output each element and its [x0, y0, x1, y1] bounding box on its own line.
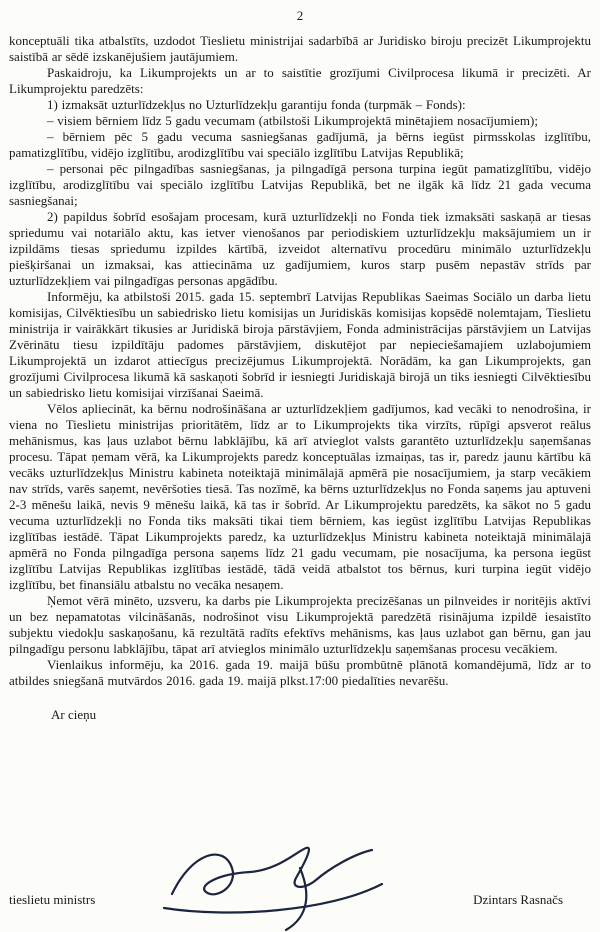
paragraph: Vienlaikus informēju, ka 2016. gada 19. maijā būšu prombūtnē plānotā komandējumā, līdz ar to atbildes sniegšanā mutvārdos 2016. gada 19. maijā plkst.17:00 piedalīties nevarēšu.: [9, 657, 591, 688]
handwritten-signature-icon: [158, 834, 388, 932]
closing-salutation: Ar cieņu: [51, 707, 97, 722]
paragraph: Vēlos apliecināt, ka bērnu nodrošināšana ar uzturlīdzekļiem gadījumos, kad vecāki to nenodrošina, ir viena no Tieslietu ministrijas prioritātēm, līdz ar to Likumprojekts tika virzīts, rūpīgi apsverot reālus mehānismus, kas ļaus uzlabot bērnu labklājību, kā arī atvieglot valsts garantēto uzturlīdzekļu saņemšanas procesu. Tāpat ņemam vērā, ka Likumprojekts paredz konceptuālas izmaiņas, tas ir, paredz jaunu kārtību kā vecāks uzturlīdzekļus Ministru kabineta noteiktajā minimālajā apmērā pie nosacījumiem, ja starp vecākiem nav strīds, varēs saņemt, nevēršoties tiesā. Tas nozīmē, ka bērns uzturlīdzekļus no Fonda saņems jau aptuveni 2-3 mēnešu laikā, nevis 9 mēnešu laikā, kā tas ir šobrīd. Ar Likumprojektu paredzēts, ka sākot no 5 gadu vecuma uzturlīdzekļi no Fonda tiks maksāti tikai tiem bērniem, kas iegūst izglītību Latvijas Republikas izglītības iestādē. Tāpat Likumprojekts paredz, ka uzturlīdzekļus Ministru kabineta noteiktajā minimālajā apmērā no Fonda pilngadīga persona saņems līdz 21 gadu vecumam, pie nosacījuma, ka persona iegūst izglītību Latvijas Republikas izglītības iestādē, tādā veidā atbalstot tos bērnus, kuri turpina iegūt vidējo izglītību, bet finansiālu atbalstu no vecāka nesaņem.: [9, 401, 591, 592]
paragraph: Ņemot vērā minēto, uzsveru, ka darbs pie Likumprojekta precizēšanas un pilnveides ir noritējis aktīvi un bez nepamatotas vilcināšanās, nodrošinot visu Likumprojektā paredzētā risinājuma izpildē iesaistīto subjektu viedokļu saskaņošanu, kā rezultātā radīts efektīvs mehānisms, kas ļaus uzlabot gan bērnu, gan jau pilngadīgu personu labklājību, tāpat arī atvieglos minimālo uzturlīdzekļu saņemšanas procesu vecākiem.: [9, 593, 591, 656]
paragraph: konceptuāli tika atbalstīts, uzdodot Tieslietu ministrijai sadarbībā ar Juridisko biroju precizēt Likumprojektu saistībā ar sēdē izskanējušiem jautājumiem.: [9, 33, 591, 64]
signature-block: [9, 892, 591, 908]
paragraph-dash-item: – visiem bērniem līdz 5 gadu vecumam (atbilstoši Likumprojektā minētajiem nosacījumiem);: [47, 113, 538, 128]
paragraph-dash-item: – personai pēc pilngadības sasniegšanas, ja pilngadīgā persona turpina iegūt pamatizglītību, vidējo izglītību, arodizglītību vai speciālo izglītību Latvijas Republikā, bet ne ilgāk kā līdz 21 gada vecuma sasniegšanai;: [9, 161, 591, 208]
paragraph-numbered-item: 2) papildus šobrīd esošajam procesam, kurā uzturlīdzekļi no Fonda tiek izmaksāti saskaņā ar tiesas spriedumu vai notariālo aktu, kas ietver vienošanos par periodiskiem uzturlīdzekļu maksājumiem un ir izpildāms tiesas spriedumu izpildes kārtībā, izveidot alternatīvu procedūru minimālo uzturlīdzekļu piešķiršanai un izmaksai, kas attiecināma uz gadījumiem, kuros starp pusēm nepastāv strīds par uzturlīdzekļiem vai pilngadīgas personas apgādību.: [9, 209, 591, 288]
signer-title: tieslietu ministrs: [9, 892, 96, 907]
paragraph: Paskaidroju, ka Likumprojekts un ar to saistītie grozījumi Civilprocesa likumā ir precizēti. Ar Likumprojektu paredzēts:: [9, 65, 591, 96]
signer-name: Dzintars Rasnačs: [473, 892, 563, 907]
paragraph: Informēju, ka atbilstoši 2015. gada 15. septembrī Latvijas Republikas Saeimas Sociālo un darba lietu komisijas, Cilvēktiesību un sabiedrisko lietu komisijas un Juridiskās komisijas kopsēdē nolemtajam, Tieslietu ministrija ir vairākkārt tikusies ar Juridiskā biroja pārstāvjiem, Fonda administrācijas pārstāvjiem un Latvijas Zvērinātu tiesu izpildītāju padomes pārstāvjiem, diskutējot par nepieciešamajiem uzlabojumiem Likumprojektā un izdarot attiecīgus precizējumus Likumprojektā. Norādām, ka gan Likumprojekts, gan grozījumi Civilprocesa likumā kā saskaņoti šobrīd ir iesniegti Juridiskajā birojā un tiks iesniegti Cilvēktiesību un sabiedrisko lietu komisijai virzīšanai Saeimā.: [9, 289, 591, 400]
page-number: 2: [296, 8, 304, 23]
paragraph-numbered-item: 1) izmaksāt uzturlīdzekļus no Uzturlīdzekļu garantiju fonda (turpmāk – Fonds):: [47, 97, 466, 112]
paragraph-dash-item: – bērniem pēc 5 gadu vecuma sasniegšanas gadījumā, ja bērns iegūst pirmsskolas izglītību, pamatizglītību, vidējo izglītību, arodizglītību vai speciālo izglītību Latvijas Republikā;: [9, 129, 591, 160]
